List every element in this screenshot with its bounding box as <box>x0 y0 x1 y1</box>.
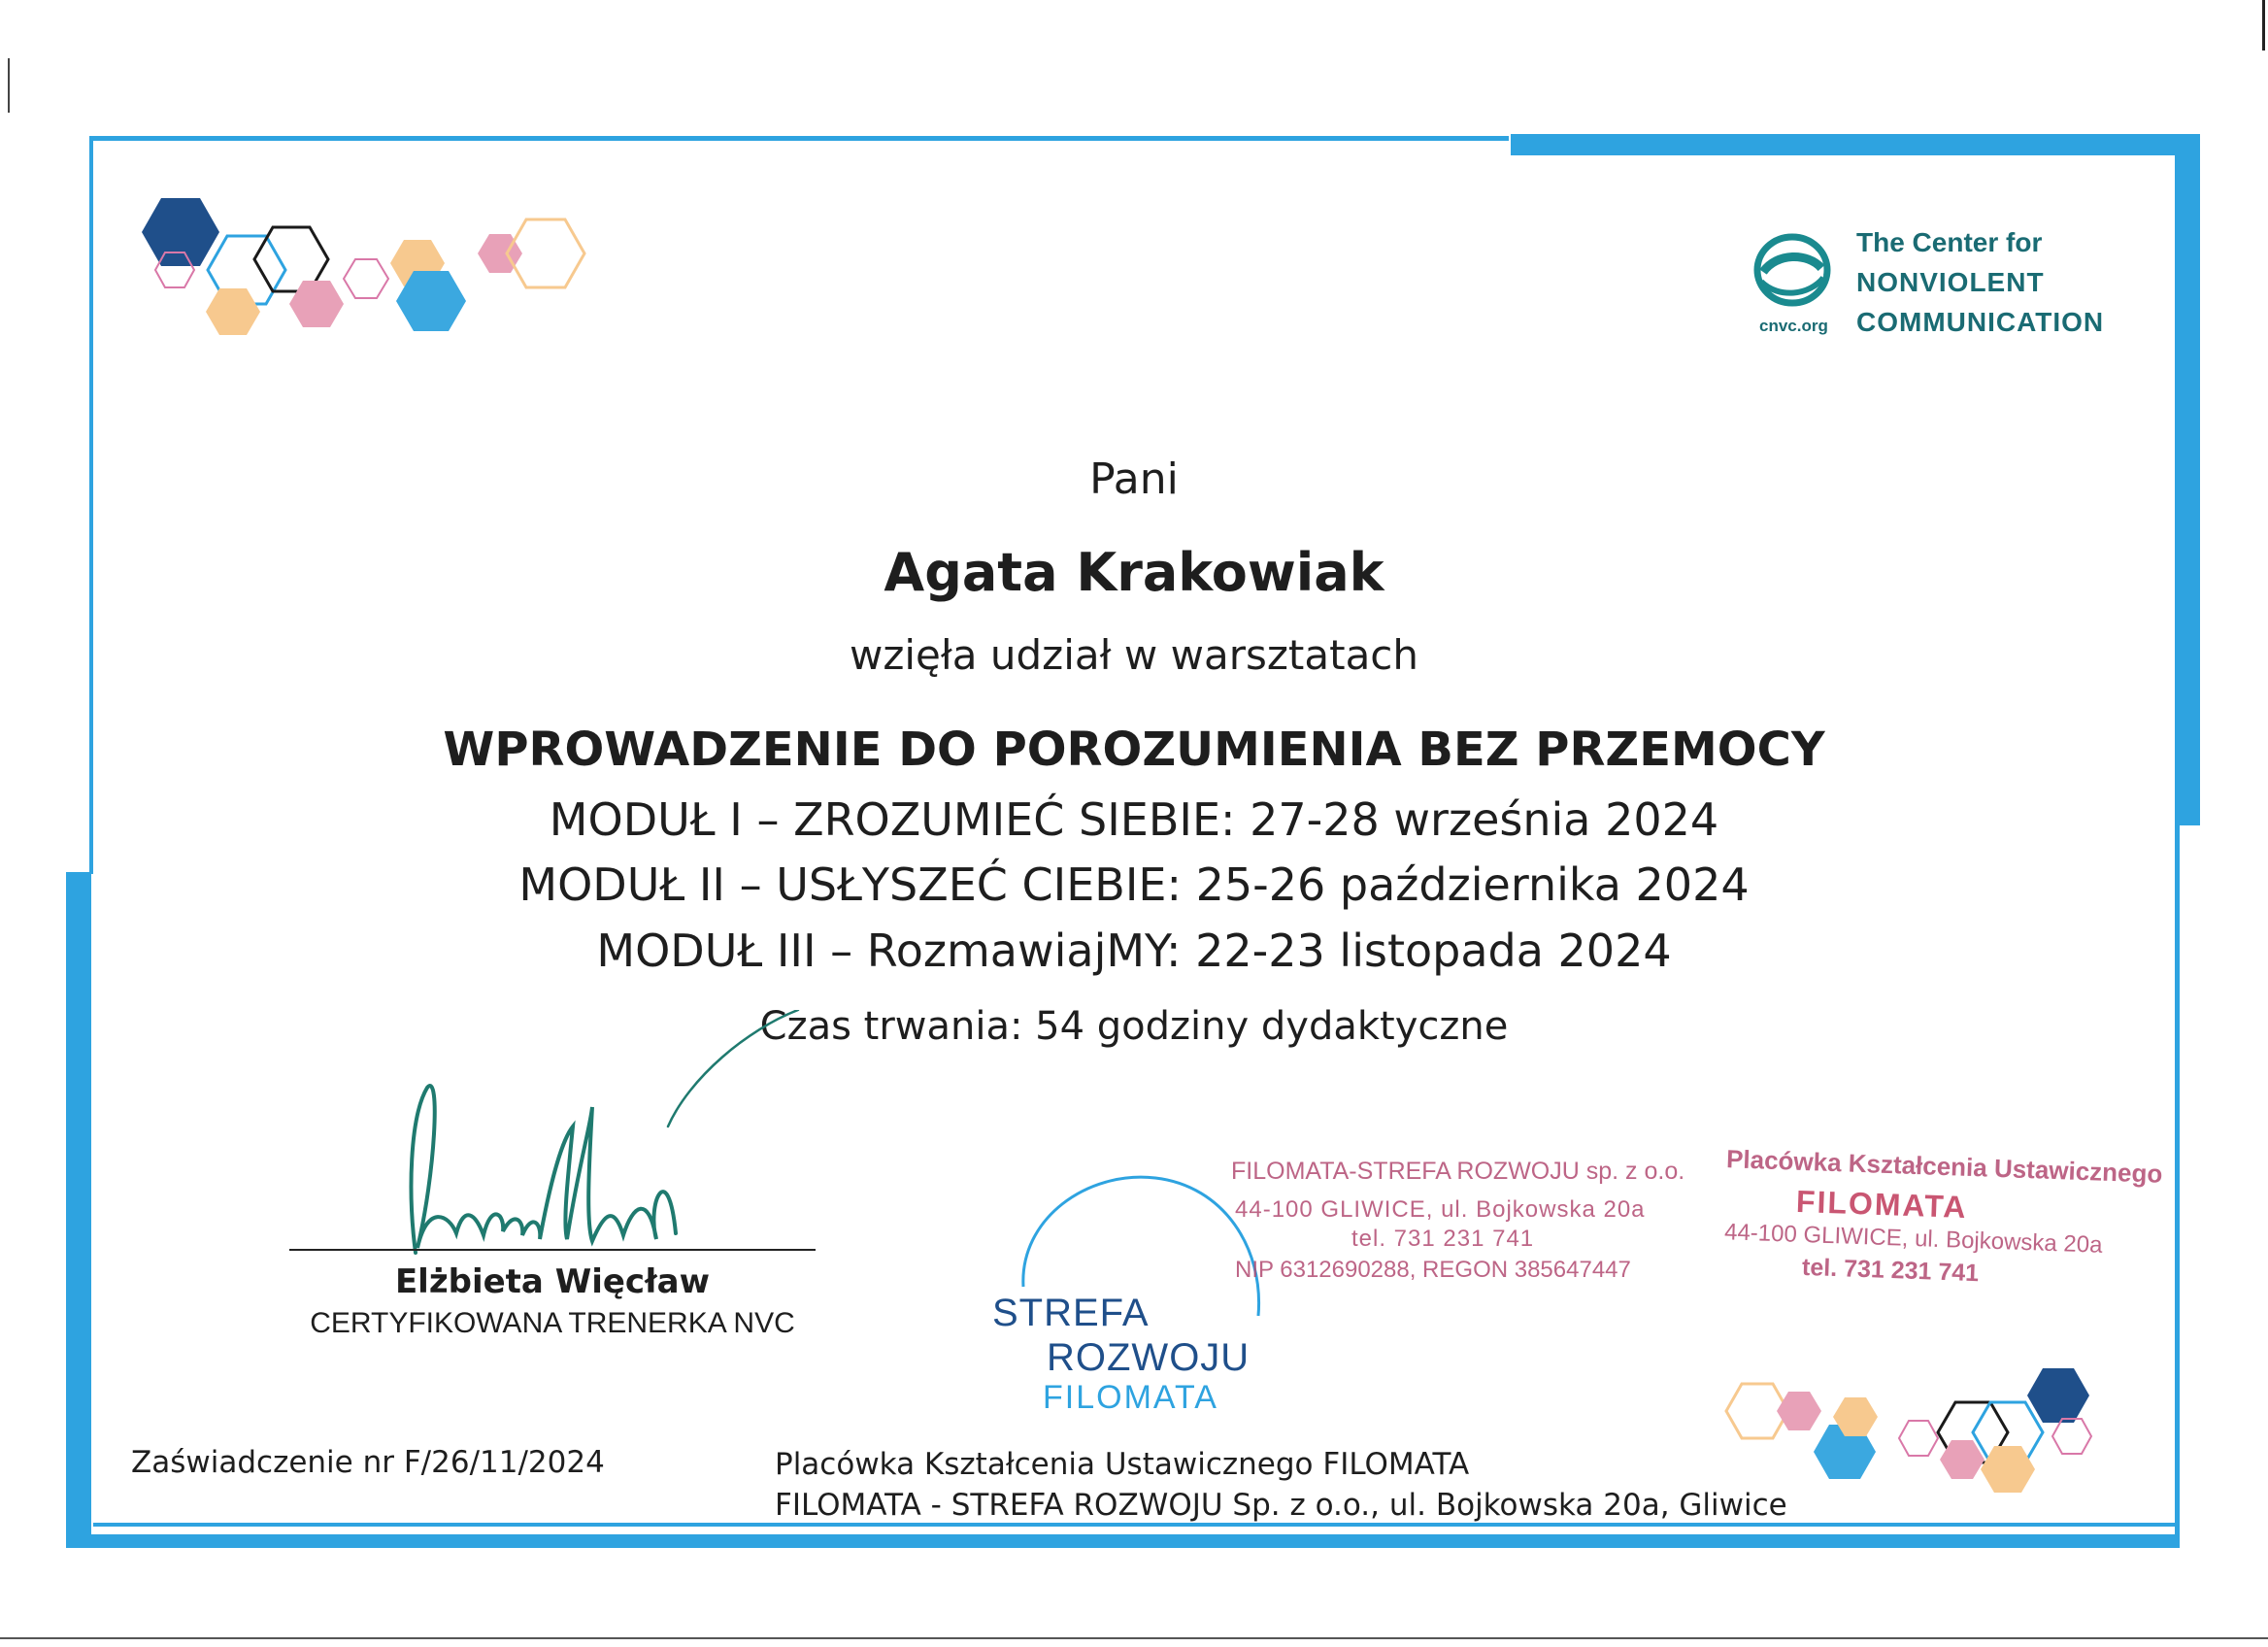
cnvc-line3: COMMUNICATION <box>1856 307 2105 337</box>
scan-line-bottom <box>0 1637 2268 1639</box>
recipient-name: Agata Krakowiak <box>884 542 1384 603</box>
footer-line1: Placówka Kształcenia Ustawicznego FILOMATA <box>775 1447 1470 1482</box>
scan-mark-right <box>2262 0 2265 50</box>
signatory-title: CERTYFIKOWANA TRENERKA NVC <box>310 1307 795 1339</box>
stamp1-line4: NIP 6312690288, REGON 385647447 <box>1235 1257 1631 1283</box>
cnvc-line1: The Center for <box>1856 227 2043 257</box>
stamp1-line2: 44-100 GLIWICE, ul. Bojkowska 20a <box>1235 1196 1646 1223</box>
stamp1-line1: FILOMATA-STREFA ROZWOJU sp. z o.o. <box>1231 1158 1685 1185</box>
stamp2-line4: tel. 731 231 741 <box>1801 1253 1980 1288</box>
hexagon-decoration-top-left <box>136 189 592 350</box>
stamp2-line2: FILOMATA <box>1795 1183 1969 1226</box>
signature-line <box>289 1249 816 1251</box>
stamp2-line1: Placówka Kształcenia Ustawicznego <box>1725 1144 2163 1189</box>
salutation: Pani <box>1089 454 1179 504</box>
hexagon-decoration-bottom-right <box>1718 1355 2107 1500</box>
duration: Czas trwania: 54 godziny dydaktyczne <box>759 1004 1509 1049</box>
cnvc-site: cnvc.org <box>1759 317 1828 335</box>
cnvc-line2: NONVIOLENT <box>1856 267 2045 297</box>
participation-text: wzięła udział w warsztatach <box>849 631 1419 679</box>
stamp1-line3: tel. 731 231 741 <box>1351 1226 1535 1252</box>
signatory-name: Elżbieta Więcław <box>394 1262 711 1301</box>
module-2: MODUŁ II – USŁYSZEĆ CIEBIE: 25-26 października 2024 <box>518 858 1750 911</box>
cnvc-logo-icon <box>1753 231 1831 309</box>
footer-line2: FILOMATA - STREFA ROZWOJU Sp. z o.o., ul. Bojkowska 20a, Gliwice <box>775 1488 1787 1523</box>
module-1: MODUŁ I – ZROZUMIEĆ SIEBIE: 27-28 września 2024 <box>549 793 1719 846</box>
strefa-logo-line1: STREFA <box>992 1292 1150 1334</box>
certificate-number: Zaświadczenie nr F/26/11/2024 <box>131 1445 605 1480</box>
stamp2-line3: 44-100 GLIWICE, ul. Bojkowska 20a <box>1723 1219 2103 1259</box>
strefa-logo-line3: FILOMATA <box>1043 1379 1218 1416</box>
scan-mark-left <box>8 58 10 113</box>
workshop-title: WPROWADZENIE DO POROZUMIENIA BEZ PRZEMOCY <box>443 723 1825 777</box>
module-3: MODUŁ III – RozmawiajMY: 22-23 listopada 2024 <box>596 924 1672 977</box>
strefa-logo-line2: ROZWOJU <box>1047 1336 1251 1379</box>
